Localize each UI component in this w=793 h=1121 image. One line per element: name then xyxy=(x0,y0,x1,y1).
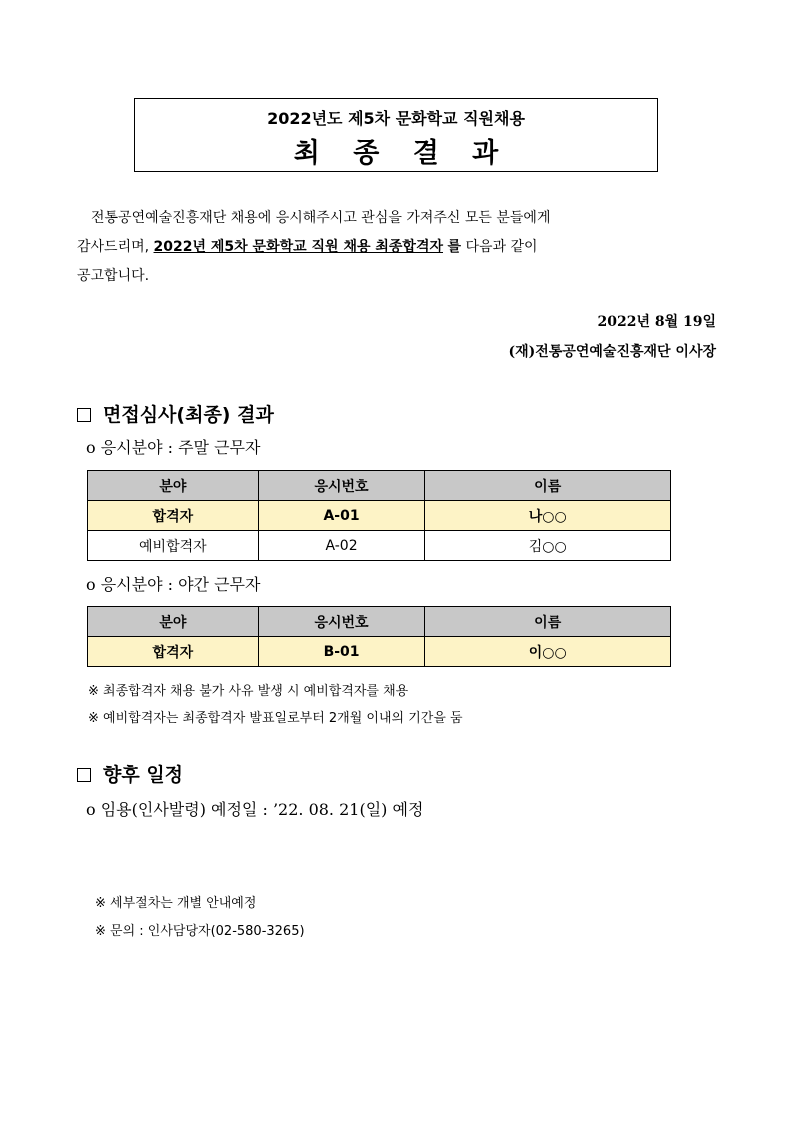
schedule-item: o 임용(인사발령) 예정일 : ’22. 08. 21(일) 예정 xyxy=(86,800,424,819)
announcement-date: 2022년 8월 19일 xyxy=(597,314,716,330)
cell-number: A-02 xyxy=(258,531,425,561)
title-box xyxy=(134,98,658,172)
footer-note: ※ 문의 : 인사담당자(02-580-3265) xyxy=(95,924,305,939)
square-bullet-icon xyxy=(77,408,91,422)
intro-line-1: 전통공연예술진흥재단 채용에 응시해주시고 관심을 가져주신 모든 분들에게 xyxy=(91,210,551,226)
intro-paragraph xyxy=(77,204,717,291)
cell-category: 합격자 xyxy=(88,501,259,531)
header-name: 이름 xyxy=(425,607,671,637)
cell-name: 김○○ xyxy=(425,531,671,561)
results-table-weekend xyxy=(87,470,671,561)
table-row xyxy=(88,637,671,667)
header-number: 응시번호 xyxy=(258,607,425,637)
header-name: 이름 xyxy=(425,471,671,501)
intro-prefix: 감사드리며, xyxy=(77,239,150,255)
cell-category: 예비합격자 xyxy=(88,531,259,561)
cell-number: B-01 xyxy=(258,637,425,667)
group-label-night: o 응시분야 : 야간 근무자 xyxy=(86,575,261,594)
intro-line-2 xyxy=(77,233,717,262)
table-header-row xyxy=(88,607,671,637)
section-schedule xyxy=(77,760,183,787)
cell-category: 합격자 xyxy=(88,637,259,667)
section-title: 향후 일정 xyxy=(103,764,184,786)
table-row xyxy=(88,531,671,561)
intro-particle: 를 xyxy=(447,239,461,255)
section-title: 면접심사(최종) 결과 xyxy=(103,404,274,426)
table-row xyxy=(88,501,671,531)
intro-emphasis: 2022년 제5차 문화학교 직원 채용 최종합격자 xyxy=(153,239,443,255)
results-table-night xyxy=(87,606,671,667)
group-label-weekend: o 응시분야 : 주말 근무자 xyxy=(86,438,261,457)
table-header-row xyxy=(88,471,671,501)
document-title: 2022년도 제5차 문화학교 직원채용 xyxy=(267,109,525,128)
section-interview-results xyxy=(77,400,274,427)
header-category: 분야 xyxy=(88,607,259,637)
note-line: ※ 예비합격자는 최종합격자 발표일로부터 2개월 이내의 기간을 둠 xyxy=(88,711,463,726)
cell-name: 이○○ xyxy=(425,637,671,667)
header-number: 응시번호 xyxy=(258,471,425,501)
organization-signature: (재)전통공연예술진흥재단 이사장 xyxy=(508,344,716,360)
document-subtitle: 최 종 결 과 xyxy=(293,138,511,169)
intro-line-3: 공고합니다. xyxy=(77,268,150,284)
cell-name: 나○○ xyxy=(425,501,671,531)
square-bullet-icon xyxy=(77,768,91,782)
intro-suffix: 다음과 같이 xyxy=(465,239,538,255)
header-category: 분야 xyxy=(88,471,259,501)
footer-note: ※ 세부절차는 개별 안내예정 xyxy=(95,896,257,911)
note-line: ※ 최종합격자 채용 불가 사유 발생 시 예비합격자를 채용 xyxy=(88,684,409,699)
cell-number: A-01 xyxy=(258,501,425,531)
